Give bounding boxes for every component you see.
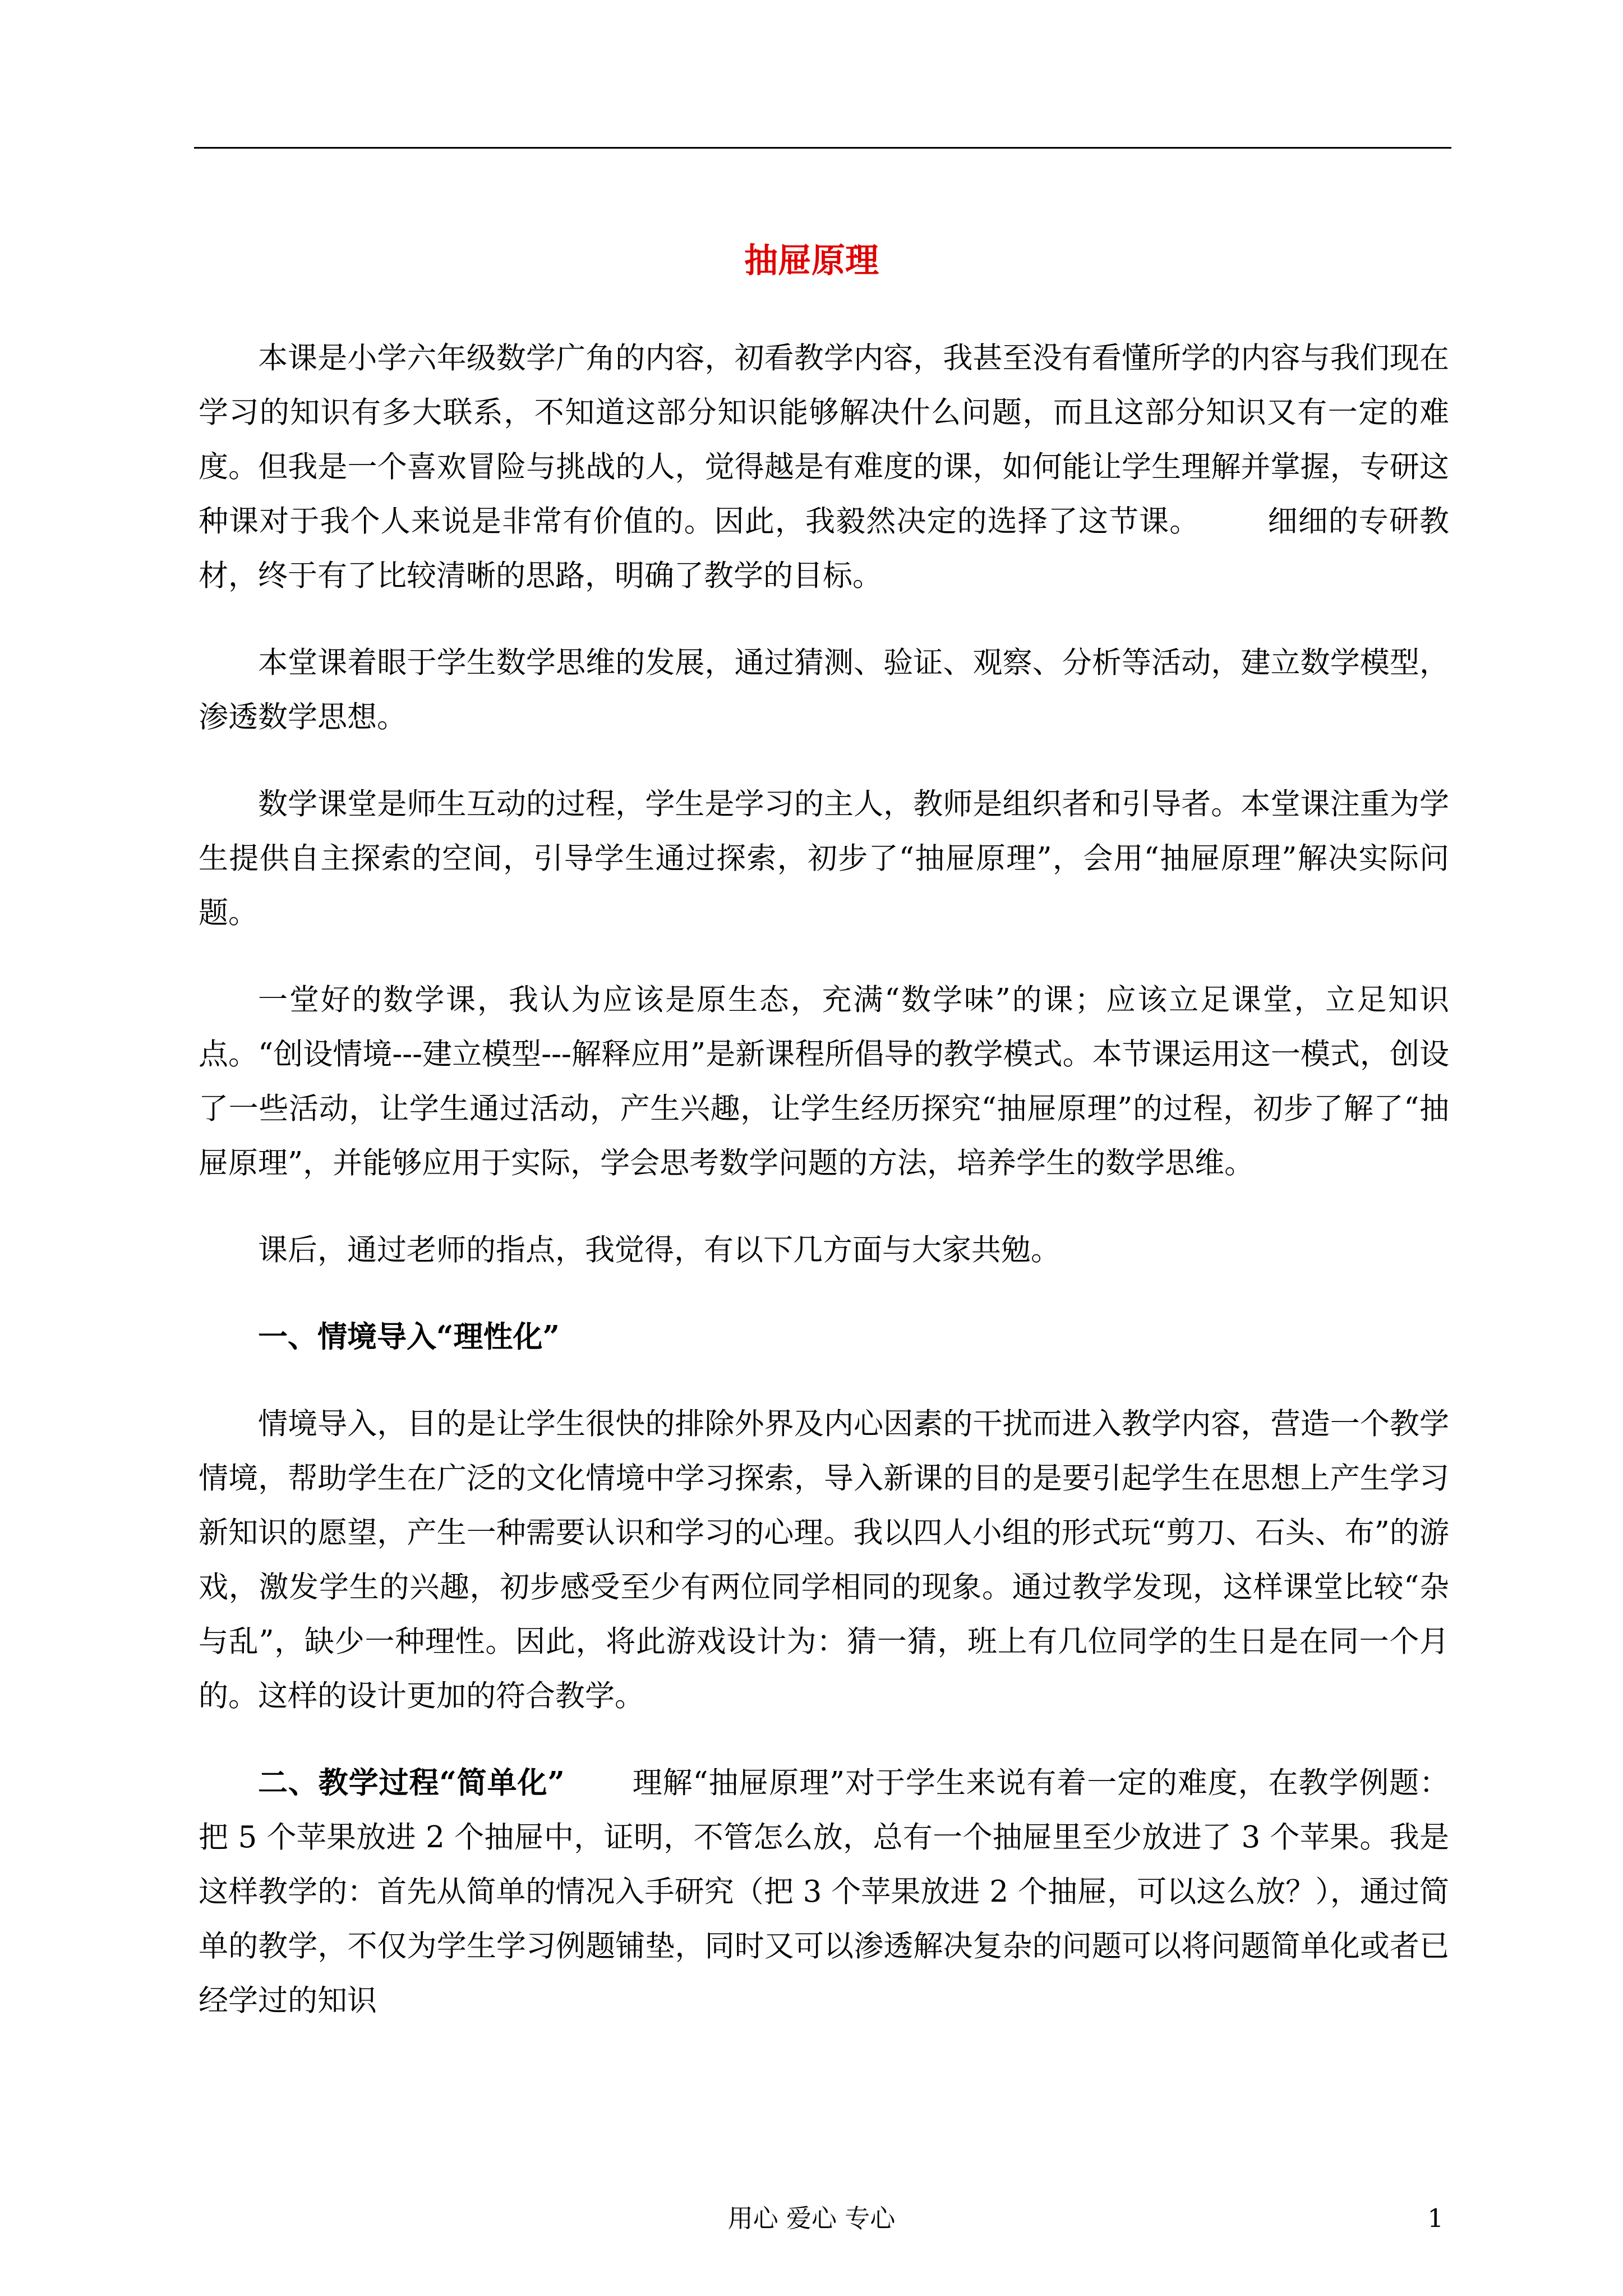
footer-motto: 用心 爱心 专心 — [727, 2203, 896, 2233]
section-heading-2: 二、教学过程“简单化” — [258, 1765, 565, 1800]
paragraph-6: 情境导入，目的是让学生很快的排除外界及内心因素的干扰而进入教学内容，营造一个教学情境，帮助学生在广泛的文化情境中学习探索，导入新课的目的是要引起学生在思想上产生学习新知识的愿望，产生一种需要认识和学习的心理。我以四人小组的形式玩“剪刀、石头、布”的游戏，激发学生的兴趣，初步感受至少有两位同学相同的现象。通过教学发现，这样课堂比较“杂与乱”，缺少一种理性。因此，将此游戏设计为：猜一猜，班上有几位同学的生日是在同一个月的。这样的设计更加的符合教学。 — [199, 1407, 1449, 1713]
section-heading-1: 一、情境导入“理性化” — [258, 1319, 560, 1354]
paragraph-7 — [199, 1756, 1449, 2028]
paragraph-4: 一堂好的数学课，我认为应该是原生态，充满“数学味”的课；应该立足课堂，立足知识点。“创设情境---建立模型---解释应用”是新课程所倡导的教学模式。本节课运用这一模式，创设了一些活动，让学生通过活动，产生兴趣，让学生经历探究“抽屉原理”的过程，初步了解了“抽屉原理”，并能够应用于实际，学会思考数学问题的方法，培养学生的数学思维。 — [199, 983, 1449, 1180]
paragraph-7-text: 理解“抽屉原理”对于学生来说有着一定的难度，在教学例题：把 5 个苹果放进 2 个抽屉中，证明，不管怎么放，总有一个抽屉里至少放进了 3 个苹果。我是这样教学的：首先从简单的情况入手研究（把 3 个苹果放进 2 个抽屉，可以这么放？），通过简单的教学，不仅为学生学习例题铺垫，同时又可以渗透解决复杂的问题可以将问题简单化或者已经学过的知识 — [199, 1766, 1449, 2018]
paragraph-1 — [199, 331, 1449, 603]
paragraph-1-tail: 细细的专研教材，终于有了比较清晰的思路，明确了教学的目标。 — [199, 504, 1449, 593]
document-body — [199, 331, 1449, 2137]
document-title: 抽屉原理 — [744, 241, 879, 280]
header-rule — [194, 147, 1451, 149]
paragraph-5: 课后，通过老师的指点，我觉得，有以下几方面与大家共勉。 — [258, 1233, 1061, 1267]
paragraph-1-main: 本课是小学六年级数学广角的内容，初看教学内容，我甚至没有看懂所学的内容与我们现在学习的知识有多大联系，不知道这部分知识能够解决什么问题，而且这部分知识又有一定的难度。但我是一个喜欢冒险与挑战的人，觉得越是有难度的课，如何能让学生理解并掌握，专研这种课对于我个人来说是非常有价值的。因此，我毅然决定的选择了这节课。 — [199, 341, 1449, 539]
page-number: 1 — [1427, 2203, 1444, 2233]
paragraph-2: 本堂课着眼于学生数学思维的发展，通过猜测、验证、观察、分析等活动，建立数学模型，渗透数学思想。 — [199, 646, 1449, 734]
paragraph-3: 数学课堂是师生互动的过程，学生是学习的主人，教师是组织者和引导者。本堂课注重为学生提供自主探索的空间，引导学生通过探索，初步了“抽屉原理”，会用“抽屉原理”解决实际问题。 — [199, 787, 1449, 930]
